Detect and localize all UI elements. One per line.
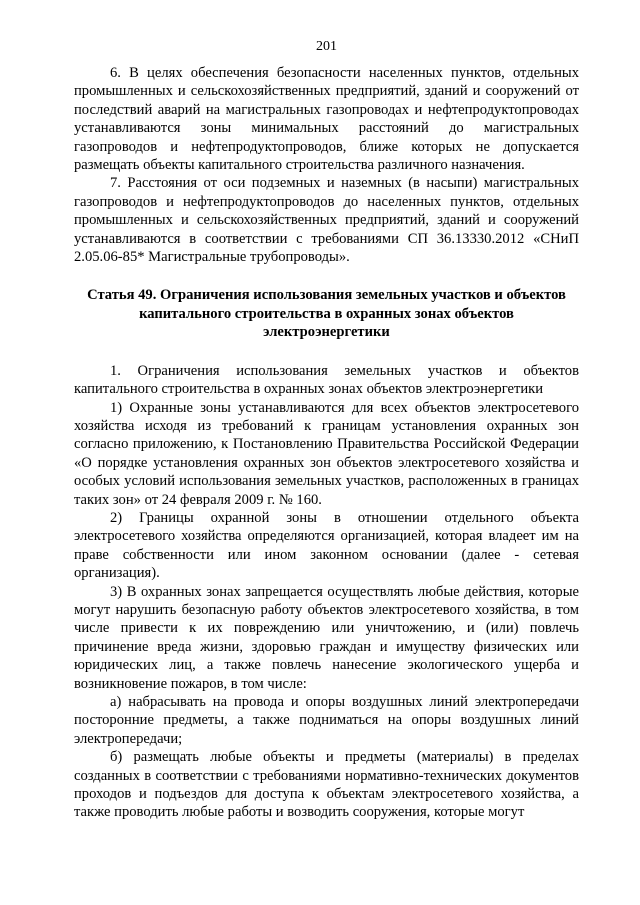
paragraph-6: 6. В целях обеспечения безопасности населенных пунктов, отдельных промышленных и сельскохозяйственных предприятий, зданий и сооружений от последствий аварий на магистральных газопроводах и нефтепродуктопроводах устанавливаются зоны минимальных расстояний до магистральных газопроводов и нефтепродуктопроводов, ближе которых не допускается размещать объекты капитального строительства различного назначения. — [74, 65, 579, 174]
paragraph-1: 1. Ограничения использования земельных участков и объектов капитального строительства в охранных зонах объектов электроэнергетики — [74, 362, 579, 398]
page-number: 201 — [316, 39, 337, 54]
paragraph-7: 7. Расстояния от оси подземных и наземных (в насыпи) магистральных газопроводов и нефтепродуктопроводов до населенных пунктов, отдельных промышленных и сельскохозяйственных предприятий, зданий и сооружений устанавливаются в соответствии с требованиями СП 36.13330.2012 «СНиП 2.05.06-85* Магистральные трубопроводы». — [74, 175, 579, 266]
article-heading: Статья 49. Ограничения использования земельных участков и объектов капитального строительства в охранных зонах объектов электроэнергетики — [87, 287, 566, 341]
document-page — [74, 38, 579, 822]
paragraph-1-3: 3) В охранных зонах запрещается осуществлять любые действия, которые могут нарушить безопасную работу объектов электросетевого хозяйства, в том числе привести к их повреждению или уничтожению, и (или) повлечь причинение вреда жизни, здоровью граждан и имуществу физических или юридических лиц, а также повлечь нанесение экологического ущерба и возникновение пожаров, в том числе: — [74, 583, 579, 692]
paragraph-1-1: 1) Охранные зоны устанавливаются для всех объектов электросетевого хозяйства исходя из требований к границам установления охранных зон согласно приложению, к Постановлению Правительства Российской Федерации «О порядке установления охранных зон объектов электросетевого хозяйства и особых условий использования земельных участков, расположенных в границах таких зон» от 24 февраля 2009 г. № 160. — [74, 399, 579, 508]
paragraph-1-3-a: а) набрасывать на провода и опоры воздушных линий электропередачи посторонние предметы, а также подниматься на опоры воздушных линий электропередачи; — [74, 694, 579, 747]
paragraph-1-2: 2) Границы охранной зоны в отношении отдельного объекта электросетевого хозяйства определяются организацией, которая владеет им на праве собственности или ином законном основании (далее - сетевая организация). — [74, 509, 579, 582]
paragraph-1-3-b: б) размещать любые объекты и предметы (материалы) в пределах созданных в соответствии с требованиями нормативно-технических документов проходов и подъездов для доступа к объектам электросетевого хозяйства, а также проводить любые работы и возводить сооружения, которые могут — [74, 749, 579, 821]
